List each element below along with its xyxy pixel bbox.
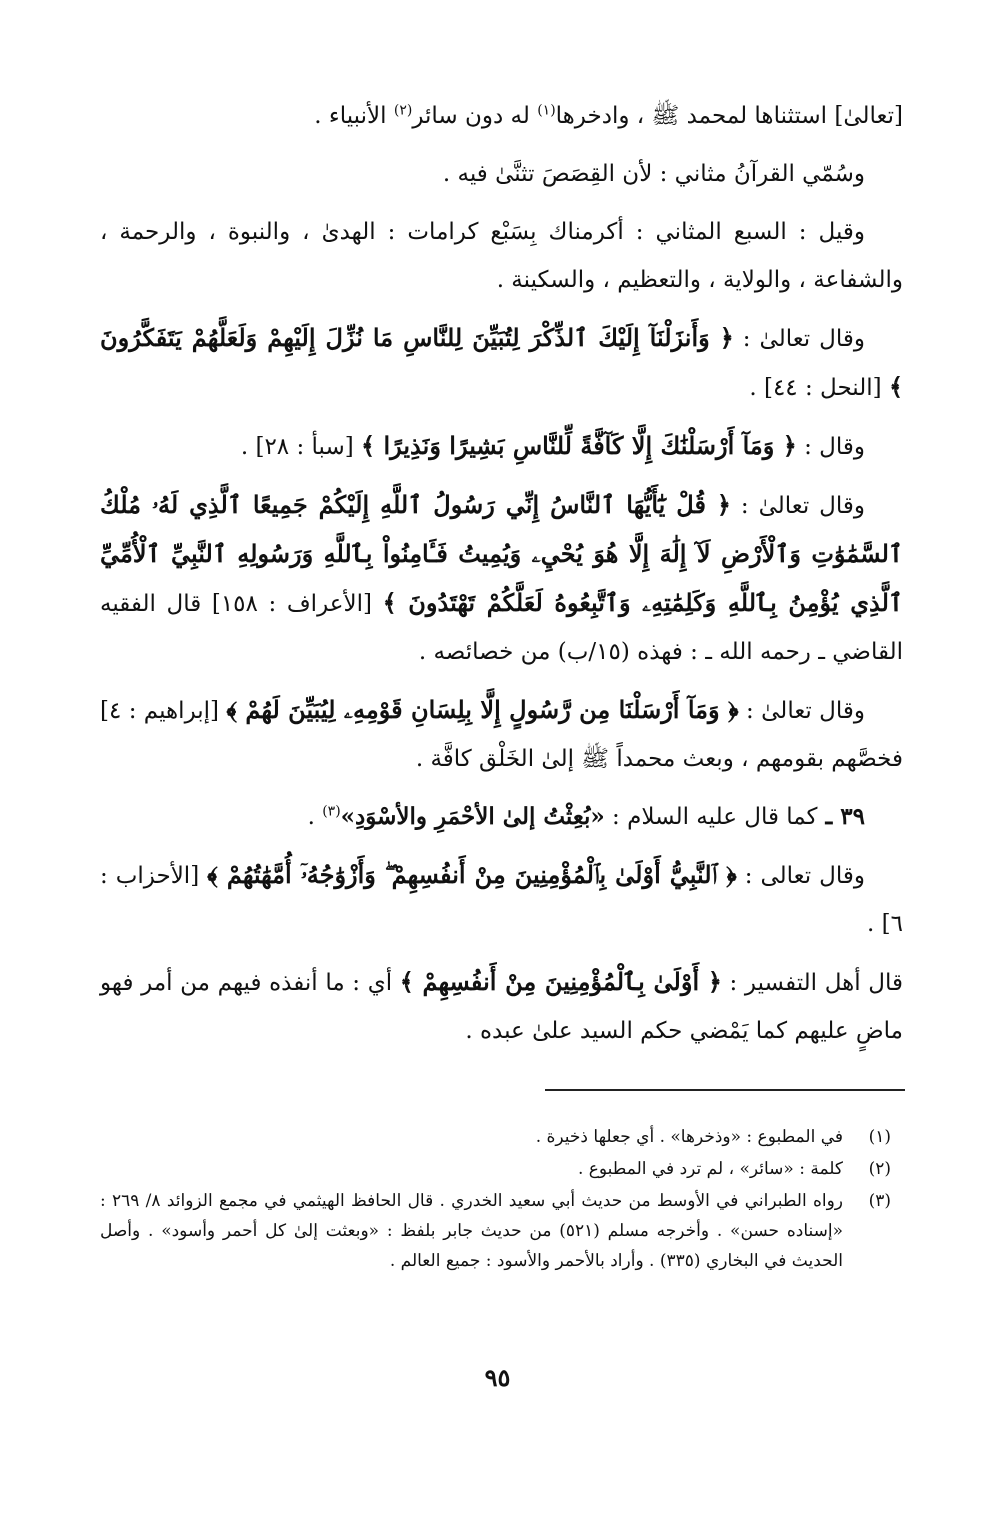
verse-reference-ahzab: [الأحزاب : ٦] . xyxy=(100,863,903,937)
paragraph-1-text-c: الأنبياء . xyxy=(314,103,394,129)
verse-reference-ibrahim: [إبراهيم : ٤] فخصَّهم بقومهم ، وبعث محمداً ﷺ إلىٰ الخَلْق كافَّة . xyxy=(100,698,903,772)
paragraph-2-text: وسُمّي القرآنُ مثاني : لأن القِصَصَ تثنَّىٰ فيه . xyxy=(442,161,865,187)
paragraph-6-lead: وقال تعالىٰ : xyxy=(730,493,865,519)
footnote-3 xyxy=(100,1186,903,1276)
paragraph-8-lead: كما قال عليه السلام : xyxy=(604,804,818,830)
hadith-number: ٣٩ ـ xyxy=(817,803,865,830)
footnote-2 xyxy=(100,1154,903,1184)
main-text xyxy=(100,92,903,1065)
footnotes xyxy=(100,1122,903,1278)
quran-verse-araf: ﴿ قُلْ يَٰٓأَيُّهَا ٱلنَّاسُ إِنِّي رَسُولُ ٱللَّهِ إِلَيْكُمْ جَمِيعًا ٱلَّذِي لَهُۥ مُلْكُ ٱلسَّمَٰوَٰتِ وَٱلْأَرْضِ لَآ إِلَٰهَ إِلَّا هُوَ يُحْيِۦ وَيُمِيتُ فَـَٔامِنُواْ بِٱللَّهِ وَرَسُولِهِ ٱلنَّبِيِّ ٱلْأُمِّيِّ ٱلَّذِي يُؤْمِنُ بِٱللَّهِ وَكَلِمَٰتِهِۦ وَٱتَّبِعُوهُ لَعَلَّكُمْ تَهْتَدُونَ ﴾ xyxy=(100,490,903,617)
paragraph-8-tail: . xyxy=(307,804,323,830)
verse-reference-saba: [سبأ : ٢٨] . xyxy=(240,434,362,460)
footnote-1-text: في المطبوع : «وذخرها» . أي جعلها ذخيرة . xyxy=(535,1127,843,1147)
paragraph-2 xyxy=(100,150,903,198)
quran-verse-saba: ﴿ وَمَآ أَرْسَلْنَٰكَ إِلَّا كَآفَّةً لِّلنَّاسِ بَشِيرًا وَنَذِيرًا ﴾ xyxy=(361,431,797,460)
paragraph-4-lead: وقال تعالىٰ : xyxy=(733,326,866,352)
paragraph-1 xyxy=(100,92,903,140)
quran-verse-ahzab-excerpt: ﴿ أَوْلَىٰ بِٱلْمُؤْمِنِينَ مِنْ أَنفُسِهِمْ ﴾ xyxy=(399,967,722,996)
footnote-3-number: (٣) xyxy=(868,1191,891,1211)
paragraph-5-lead: وقال : xyxy=(796,434,865,460)
paragraph-1-text-a: [تعالىٰ] استثناها لمحمد ﷺ ، وادخرها xyxy=(555,103,903,129)
footnote-ref-2[interactable]: (٢) xyxy=(393,102,413,119)
verse-reference-araf: [الأعراف : ١٥٨] قال الفقيه القاضي ـ رحمه الله ـ : فهذه (١٥/ب) من خصائصه . xyxy=(100,591,903,665)
footnote-ref-3[interactable]: (٣) xyxy=(322,803,341,820)
footnote-separator xyxy=(545,1089,905,1091)
paragraph-9-lead: وقال تعالى : xyxy=(736,863,865,889)
verse-reference-nahl: [النحل : ٤٤] . xyxy=(749,375,889,401)
paragraph-10 xyxy=(100,958,903,1055)
hadith-text: «بُعِثْتُ إلىٰ الأحْمَرِ والأسْوَدِ» xyxy=(340,803,605,830)
paragraph-3 xyxy=(100,208,903,304)
paragraph-1-text-b: له دون سائر xyxy=(412,103,538,129)
paragraph-8 xyxy=(100,793,903,841)
paragraph-7 xyxy=(100,686,903,783)
paragraph-9 xyxy=(100,851,903,948)
paragraph-5 xyxy=(100,422,903,471)
paragraph-6 xyxy=(100,481,903,676)
footnote-ref-1[interactable]: (١) xyxy=(537,102,556,119)
footnote-2-number: (٢) xyxy=(868,1159,891,1179)
quran-verse-nahl: ﴿ وَأَنزَلْنَآ إِلَيْكَ ٱلذِّكْرَ لِتُبَيِّنَ لِلنَّاسِ مَا نُزِّلَ إِلَيْهِمْ وَلَعَلَّهُمْ يَتَفَكَّرُونَ ﴾ xyxy=(100,323,903,401)
paragraph-10-tail: أي : ما أنفذه فيهم من أمر فهو ماضٍ عليهم كما يَمْضي حكم السيد علىٰ عبده . xyxy=(100,970,903,1044)
page-number: ٩٥ xyxy=(484,1363,511,1392)
footnote-2-text: كلمة : «سائر» ، لم ترد في المطبوع . xyxy=(577,1159,843,1179)
footnote-1-number: (١) xyxy=(868,1127,891,1147)
footnote-3-text: رواه الطبراني في الأوسط من حديث أبي سعيد الخدري . قال الحافظ الهيثمي في مجمع الزوائد ٨/ ٢٦٩ : «إسناده حسن» . وأخرجه مسلم (٥٢١) من حديث جابر بلفظ : «وبعثت إلىٰ كل أحمر وأسود» . وأصل الحديث في البخاري (٣٣٥) . وأراد بالأحمر والأسود : جميع العالم . xyxy=(100,1191,843,1271)
paragraph-10-lead: قال أهل التفسير : xyxy=(721,970,903,996)
paragraph-3-text: وقيل : السبع المثاني : أكرمناك بِسَبْع كرامات : الهدىٰ ، والنبوة ، والرحمة ، والشفاعة ، والولاية ، والتعظيم ، والسكينة . xyxy=(100,219,903,293)
footnote-1 xyxy=(100,1122,903,1152)
paragraph-7-lead: وقال تعالىٰ : xyxy=(738,698,865,724)
paragraph-4 xyxy=(100,314,903,412)
quran-verse-ibrahim: ﴿ وَمَآ أَرْسَلْنَا مِن رَّسُولٍ إِلَّا بِلِسَانِ قَوْمِهِۦ لِيُبَيِّنَ لَهُمْ ﴾ xyxy=(226,695,739,724)
quran-verse-ahzab: ﴿ ٱلنَّبِيُّ أَوْلَىٰ بِٱلْمُؤْمِنِينَ مِنْ أَنفُسِهِمْ ۖ وَأَزْوَٰجُهُۥٓ أُمَّهَٰتُهُمْ ﴾ xyxy=(207,860,737,889)
